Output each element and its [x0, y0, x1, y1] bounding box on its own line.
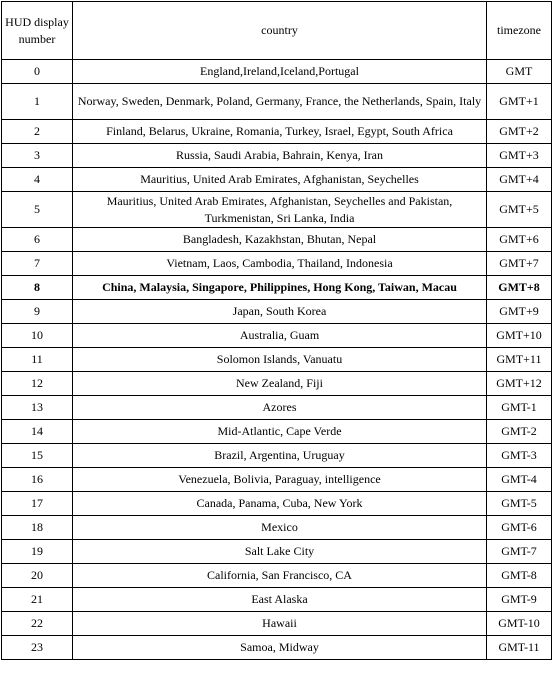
hud-number-cell: 21: [2, 588, 73, 612]
hud-number-cell: 12: [2, 372, 73, 396]
table-row-highlighted: [2, 276, 552, 300]
timezone-cell: GMT-10: [487, 612, 552, 636]
table-row: [2, 396, 552, 420]
hud-number-cell: 3: [2, 144, 73, 168]
country-cell: Mauritius, United Arab Emirates, Afghanistan, Seychelles and Pakistan, Turkmenistan, Sri Lanka, India: [73, 192, 487, 228]
hud-number-cell: 0: [2, 60, 73, 84]
table-row: [2, 324, 552, 348]
table-row: [2, 516, 552, 540]
hud-number-cell: 17: [2, 492, 73, 516]
timezone-cell: GMT+3: [487, 144, 552, 168]
timezone-cell: GMT-1: [487, 396, 552, 420]
table-row: [2, 420, 552, 444]
country-cell: China, Malaysia, Singapore, Philippines, Hong Kong, Taiwan, Macau: [73, 276, 487, 300]
hud-number-cell: 14: [2, 420, 73, 444]
header-country: country: [73, 2, 487, 60]
timezone-cell: GMT+7: [487, 252, 552, 276]
timezone-cell: GMT-11: [487, 636, 552, 660]
hud-number-cell: 4: [2, 168, 73, 192]
timezone-cell: GMT-3: [487, 444, 552, 468]
table-row: [2, 60, 552, 84]
country-cell: Mauritius, United Arab Emirates, Afghanistan, Seychelles: [73, 168, 487, 192]
hud-number-cell: 9: [2, 300, 73, 324]
table-row: [2, 540, 552, 564]
header-timezone: timezone: [487, 2, 552, 60]
country-cell: Bangladesh, Kazakhstan, Bhutan, Nepal: [73, 228, 487, 252]
country-cell: California, San Francisco, CA: [73, 564, 487, 588]
hud-number-cell: 13: [2, 396, 73, 420]
country-cell: Salt Lake City: [73, 540, 487, 564]
country-cell: Vietnam, Laos, Cambodia, Thailand, Indonesia: [73, 252, 487, 276]
timezone-cell: GMT+9: [487, 300, 552, 324]
timezone-cell: GMT-4: [487, 468, 552, 492]
table-row: [2, 492, 552, 516]
country-cell: England,Ireland,Iceland,Portugal: [73, 60, 487, 84]
timezone-cell: GMT+6: [487, 228, 552, 252]
table-row: [2, 444, 552, 468]
country-cell: Finland, Belarus, Ukraine, Romania, Turkey, Israel, Egypt, South Africa: [73, 120, 487, 144]
country-cell: Venezuela, Bolivia, Paraguay, intelligence: [73, 468, 487, 492]
table-row: [2, 192, 552, 228]
table-row: [2, 84, 552, 120]
table-row: [2, 588, 552, 612]
hud-number-cell: 8: [2, 276, 73, 300]
timezone-cell: GMT-6: [487, 516, 552, 540]
timezone-cell: GMT+8: [487, 276, 552, 300]
timezone-cell: GMT-7: [487, 540, 552, 564]
country-cell: Mid-Atlantic, Cape Verde: [73, 420, 487, 444]
header-hud-display-number: HUD display number: [2, 2, 73, 60]
timezone-cell: GMT-9: [487, 588, 552, 612]
table-row: [2, 120, 552, 144]
table-row: [2, 636, 552, 660]
country-cell: Samoa, Midway: [73, 636, 487, 660]
hud-number-cell: 20: [2, 564, 73, 588]
country-cell: New Zealand, Fiji: [73, 372, 487, 396]
hud-number-cell: 1: [2, 84, 73, 120]
country-cell: Canada, Panama, Cuba, New York: [73, 492, 487, 516]
country-cell: Solomon Islands, Vanuatu: [73, 348, 487, 372]
hud-number-cell: 11: [2, 348, 73, 372]
table-row: [2, 564, 552, 588]
hud-number-cell: 6: [2, 228, 73, 252]
timezone-cell: GMT: [487, 60, 552, 84]
hud-number-cell: 15: [2, 444, 73, 468]
timezone-cell: GMT+4: [487, 168, 552, 192]
country-cell: Russia, Saudi Arabia, Bahrain, Kenya, Iran: [73, 144, 487, 168]
hud-number-cell: 5: [2, 192, 73, 228]
table-row: [2, 348, 552, 372]
country-cell: Hawaii: [73, 612, 487, 636]
table-row: [2, 168, 552, 192]
table-row: [2, 612, 552, 636]
country-cell: Azores: [73, 396, 487, 420]
table-row: [2, 144, 552, 168]
country-cell: Australia, Guam: [73, 324, 487, 348]
hud-number-cell: 10: [2, 324, 73, 348]
timezone-cell: GMT-5: [487, 492, 552, 516]
table-row: [2, 228, 552, 252]
header-row: [2, 2, 552, 60]
hud-number-cell: 16: [2, 468, 73, 492]
hud-number-cell: 18: [2, 516, 73, 540]
timezone-cell: GMT-2: [487, 420, 552, 444]
hud-number-cell: 7: [2, 252, 73, 276]
timezone-cell: GMT+10: [487, 324, 552, 348]
hud-number-cell: 23: [2, 636, 73, 660]
table-row: [2, 468, 552, 492]
timezone-cell: GMT-8: [487, 564, 552, 588]
hud-number-cell: 2: [2, 120, 73, 144]
hud-number-cell: 19: [2, 540, 73, 564]
country-cell: Mexico: [73, 516, 487, 540]
hud-number-cell: 22: [2, 612, 73, 636]
country-cell: Norway, Sweden, Denmark, Poland, Germany, France, the Netherlands, Spain, Italy: [73, 84, 487, 120]
table-row: [2, 300, 552, 324]
timezone-cell: GMT+12: [487, 372, 552, 396]
country-cell: Japan, South Korea: [73, 300, 487, 324]
timezone-cell: GMT+11: [487, 348, 552, 372]
timezone-cell: GMT+5: [487, 192, 552, 228]
timezone-table: [1, 1, 552, 660]
timezone-cell: GMT+1: [487, 84, 552, 120]
country-cell: Brazil, Argentina, Uruguay: [73, 444, 487, 468]
table-row: [2, 372, 552, 396]
timezone-cell: GMT+2: [487, 120, 552, 144]
country-cell: East Alaska: [73, 588, 487, 612]
table-row: [2, 252, 552, 276]
